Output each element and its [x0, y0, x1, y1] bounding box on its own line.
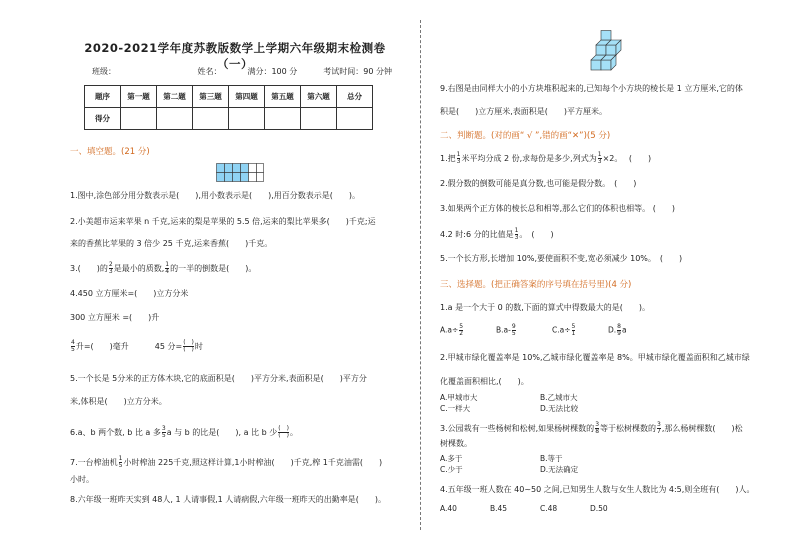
option-c[interactable]: C.48: [540, 504, 558, 513]
fraction: $\frac{1}{3}$: [514, 227, 519, 241]
question-4-line2: 300 立方厘米 =( )升: [70, 313, 160, 322]
fraction: $\frac{1}{3}$: [456, 151, 461, 165]
choice-2-options: [440, 392, 640, 414]
exam-time: 考试时间：90 分钟: [323, 67, 392, 76]
choice-1: 1.a 是一个大于 0 的数,下面的算式中得数最大的是( )。: [440, 303, 651, 312]
question-5-line2: 米,体积是( )立方分米。: [70, 397, 167, 406]
choice-4-options: [440, 504, 640, 513]
option-d[interactable]: D.无法确定: [540, 465, 579, 474]
question-9-line1: 9.右图是由同样大小的小方块堆积起来的,已知每个小方块的棱长是 1 立方厘米,它的体: [440, 84, 743, 93]
choice-3-line1: 3.公园栽有一些杨树和松树,如果杨树棵数的 $\frac{3}{8}$ 等于松树棵数的 $\frac{3}{7}$ ,那么杨树棵数( )松: [440, 421, 743, 435]
section-heading-fill-blank: 一、填空题。(21 分): [70, 147, 150, 157]
fraction: $\frac{3}{5}$: [161, 425, 166, 439]
option-a[interactable]: A.多于: [440, 454, 463, 463]
class-label: 班级：: [92, 67, 116, 76]
shaded-grid-figure: [216, 163, 264, 183]
question-8: 8.六年级一班昨天实到 48人, 1 人请事假,1 人请病假,六年级一班昨天的出勤率是( )。: [70, 495, 387, 504]
fraction: $\frac{3}{8}$: [595, 421, 600, 435]
question-6: 6.a、b 两个数, b 比 a 多 $\frac{3}{5}$ a 与 b 的比是( ), a 比 b 少 $\frac{( )}{( )}$ 。: [70, 425, 298, 439]
option-d[interactable]: D. $\frac{8}{9}$ a: [608, 323, 627, 337]
student-info-row: [92, 66, 392, 77]
stacked-cubes-figure: [589, 30, 623, 78]
option-c[interactable]: C.a÷ $\frac{5}{1}$: [552, 323, 576, 337]
section-heading-choice: 三、选择题。(把正确答案的序号填在括号里)(4 分): [440, 280, 632, 290]
judge-2: 2.假分数的倒数可能是真分数,也可能是假分数。 ( ): [440, 179, 637, 188]
choice-3-options: [440, 453, 640, 475]
option-d[interactable]: D.50: [590, 504, 608, 513]
page-divider: [420, 20, 421, 530]
option-b[interactable]: B.a- $\frac{9}{5}$: [496, 323, 516, 337]
name-label: 姓名：: [197, 67, 222, 76]
fraction-blank[interactable]: $\frac{( )}{( )}$: [183, 339, 194, 353]
question-7-line2: 小时。: [70, 475, 94, 484]
judge-1: 1.把 $\frac{1}{3}$ 米平均分成 2 份,求每份是多少,列式为 $\frac{1}{3}$ ×2。 ( ): [440, 151, 652, 165]
option-d[interactable]: D.无法比较: [540, 404, 579, 413]
judge-4: 4.2 时:6 分的比值是 $\frac{1}{3}$ 。 ( ): [440, 227, 554, 241]
fraction: $\frac{1}{4}$: [165, 261, 170, 275]
option-a[interactable]: A.a÷ $\frac{5}{2}$: [440, 323, 464, 337]
choice-1-options: [440, 324, 627, 337]
section-heading-judge: 二、判断题。(对的画“ √ ”,错的画“✕”)(5 分): [440, 131, 611, 141]
option-a[interactable]: A.甲城市大: [440, 393, 478, 402]
question-7-line1: 7.一台榨油机 $\frac{1}{5}$ 小时榨油 225千克,照这样计算,1小时榨油( )千克,榨 1千克油需( ): [70, 455, 383, 469]
judge-3: 3.如果两个正方体的棱长总和相等,那么它们的体积也相等。 ( ): [440, 204, 675, 213]
option-c[interactable]: C.少于: [440, 465, 463, 474]
judge-5: 5.一个长方形,长增加 10%,要使面积不变,宽必须减少 10%。 ( ): [440, 254, 683, 263]
question-2-line1: 2.小美超市运来苹果 n 千克,运来的梨是苹果的 5.5 倍,运来的梨比苹果多( )千克;运: [70, 217, 376, 226]
question-4-line1: 4.450 立方厘米=( )立方分米: [70, 289, 189, 298]
option-a[interactable]: A.40: [440, 504, 457, 513]
choice-2-line2: 化覆盖面积相比,( )。: [440, 377, 529, 386]
fraction: $\frac{3}{7}$: [657, 421, 661, 435]
option-b[interactable]: B.等于: [540, 454, 563, 463]
score-table: [84, 85, 373, 130]
exam-title: 2020-2021学年度苏教版数学上学期六年级期末检测卷（一）: [84, 41, 386, 71]
question-9-line2: 积是( )立方厘米,表面积是( )平方厘米。: [440, 107, 608, 116]
fraction-blank[interactable]: $\frac{( )}{( )}$: [278, 425, 289, 439]
question-4-line3: $\frac{4}{5}$ 升=( )毫升 45 分= $\frac{( )}{( )}$ 时: [71, 339, 203, 353]
fraction: $\frac{4}{5}$: [71, 339, 75, 353]
fraction: $\frac{1}{3}$: [597, 151, 602, 165]
question-5-line1: 5.一个长是 5分米的正方体木块,它的底面积是( )平方分米,表面积是( )平方分: [70, 374, 367, 383]
question-3: 3.( )的 $\frac{2}{3}$ 是最小的质数, $\frac{1}{4}$ 的一半的倒数是( )。: [70, 261, 257, 275]
option-c[interactable]: C.一样大: [440, 404, 471, 413]
option-b[interactable]: B.乙城市大: [540, 393, 578, 402]
table-row: 得分: [85, 108, 373, 130]
choice-3-line2: 树棵数。: [440, 439, 472, 448]
choice-2-line1: 2.甲城市绿化覆盖率是 10%,乙城市绿化覆盖率是 8%。甲城市绿化覆盖面积和乙城市绿: [440, 353, 750, 362]
table-row: 题序 第一题 第二题 第三题 第四题 第五题 第六题 总分: [85, 86, 373, 108]
fraction: $\frac{1}{5}$: [118, 455, 123, 469]
option-b[interactable]: B.45: [490, 504, 508, 513]
full-score: 满分：100 分: [247, 67, 298, 76]
fraction: $\frac{2}{3}$: [108, 261, 113, 275]
question-1: 1.图中,涂色部分用分数表示是( ),用小数表示是( ),用百分数表示是( )。: [70, 191, 360, 200]
question-2-line2: 来的香蕉比苹果的 3 倍少 25 千克,运来香蕉( )千克。: [70, 239, 273, 248]
choice-4: 4.五年级一班人数在 40~50 之间,已知男生人数与女生人数比为 4:5,则全班有( )人。: [440, 485, 755, 494]
